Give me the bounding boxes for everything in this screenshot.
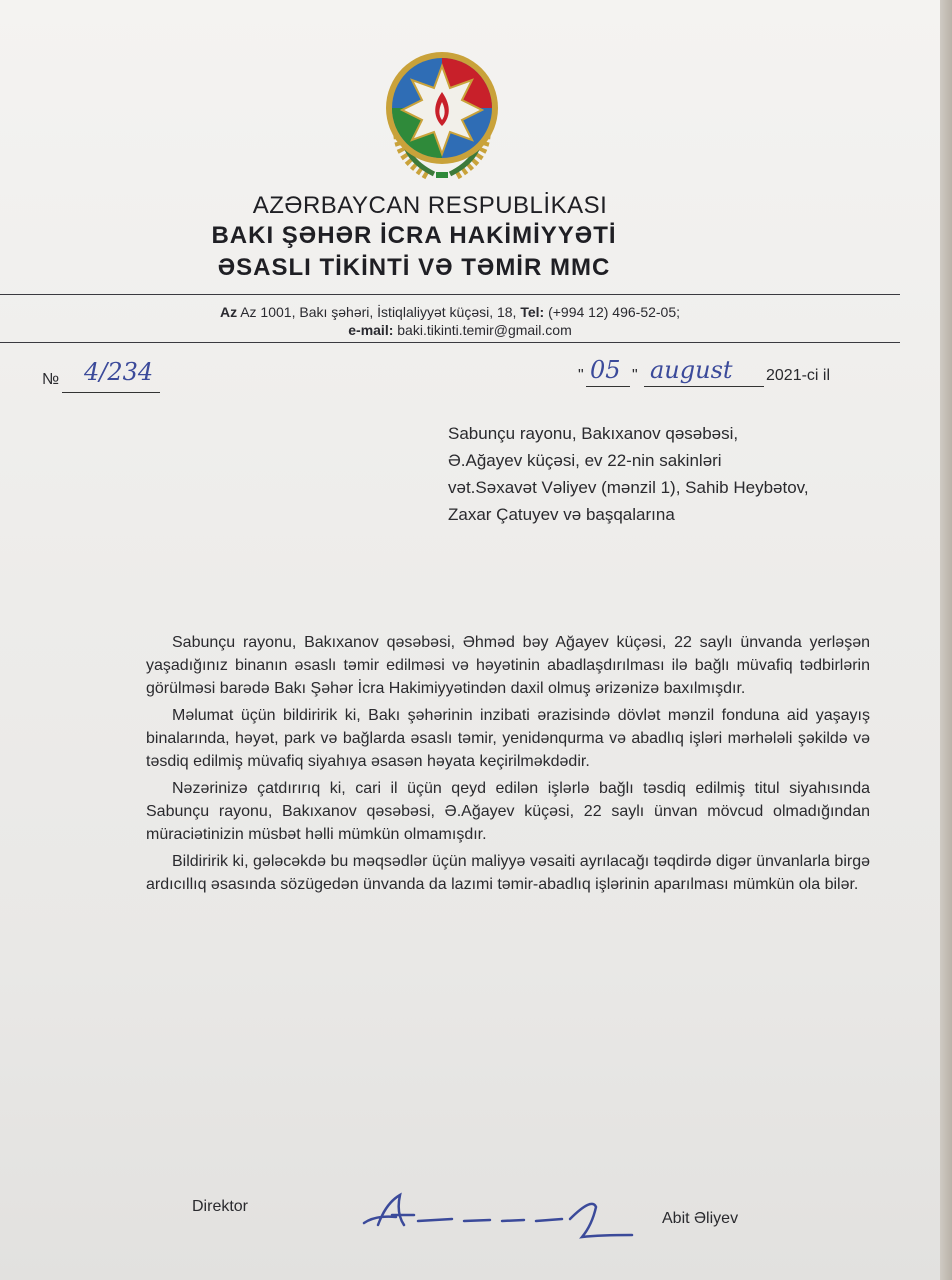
tel-label: Tel: xyxy=(520,304,545,320)
letter-body xyxy=(146,631,870,900)
email-label: e-mail: xyxy=(348,322,394,338)
addressee-line: Sabunçu rayonu, Bakıxanov qəsəbəsi, xyxy=(448,424,739,443)
signatory-title: Direktor xyxy=(192,1198,249,1215)
letterhead-authority: BAKI ŞƏHƏR İCRA HAKİMİYYƏTİ xyxy=(211,222,617,249)
letterhead-email: baki.tikinti.temir@gmail.com xyxy=(397,322,572,338)
body-paragraph: Məlumat üçün bildiririk ki, Bakı şəhərinin inzibati ərazisində dövlət mənzil fonduna aid yaşayış binalarında, həyət, park və bağlarda əsaslı təmir, yenidənqurma və abadlıq işləri mərhələli şəkildə və təsdiq edilmiş müvafiq siyahıya əsasən həyata keçirilməkdədir. xyxy=(146,707,870,770)
addressee-line: Ə.Ağayev küçəsi, ev 22-nin sakinləri xyxy=(448,451,722,470)
letterhead-address: Az 1001, Bakı şəhəri, İstiqlaliyyət küçəsi, 18, xyxy=(240,304,517,320)
date-year: 2021-ci il xyxy=(766,367,831,384)
document-number-label: № xyxy=(42,371,60,388)
addressee-line: Zaxar Çatuyev və başqalarına xyxy=(448,505,675,524)
addressee-line: vət.Səxavət Vəliyev (mənzil 1), Sahib Heybətov, xyxy=(448,478,809,497)
date-quote-open: " xyxy=(578,367,584,384)
letterhead-address-line: Az Az 1001, Bakı şəhəri, İstiqlaliyyət küçəsi, 18, Tel: (+994 12) 496-52-05; xyxy=(219,304,681,320)
letterhead-email-line xyxy=(10,322,910,338)
date-month: august xyxy=(650,356,733,384)
date-day-underline xyxy=(586,386,630,387)
letterhead-country: AZƏRBAYCAN RESPUBLİKASI xyxy=(252,192,608,219)
document-number-underline xyxy=(62,392,160,393)
header-rule-top xyxy=(0,294,900,295)
body-paragraph: Bildiririk ki, gələcəkdə bu məqsədlər üçün maliyyə vəsaiti ayrılacağı təqdirdə digər ünvanlarla birgə ardıcıllıq əsasında sözügedən ünvanda da lazımi təmir-abadlıq işlərinin aparılması mümkün ola bilər. xyxy=(146,853,870,893)
date-day: 05 xyxy=(590,356,621,384)
handwritten-signature xyxy=(356,1185,646,1245)
document-number: 4/234 xyxy=(84,358,154,386)
body-paragraph: Sabunçu rayonu, Bakıxanov qəsəbəsi, Əhməd bəy Ağayev küçəsi, 22 saylı ünvanda yerləşən yaşadığınız binanın əsaslı təmir edilməsi və həyətinin abadlaşdırılması ilə bağlı müvafiq tədbirlərin görülməsi barədə Bakı Şəhər İcra Hakimiyyətindən daxil olmuş ərizənizə baxılmışdır. xyxy=(146,634,870,697)
paper-edge-shadow xyxy=(940,0,952,1280)
letterhead-phone: (+994 12) 496-52-05; xyxy=(548,304,681,320)
state-emblem-icon xyxy=(378,44,506,184)
header-rule-bottom xyxy=(0,342,900,343)
signatory-name: Abit Əliyev xyxy=(662,1210,739,1227)
letterhead-organization: ƏSASLI TİKİNTİ VƏ TƏMİR MMC xyxy=(217,254,611,281)
date-month-underline xyxy=(644,386,764,387)
addressee-block xyxy=(448,420,908,528)
date-quote-close: " xyxy=(632,367,638,384)
body-paragraph: Nəzərinizə çatdırırıq ki, cari il üçün qeyd edilən işlərlə bağlı təsdiq edilmiş titul siyahısında Sabunçu rayonu, Bakıxanov qəsəbəsi, Ə.Ağayev küçəsi, 22 saylı ünvan mövcud olmadığından müraciətinizin müsbət həlli mümkün olmamışdır. xyxy=(146,780,870,843)
